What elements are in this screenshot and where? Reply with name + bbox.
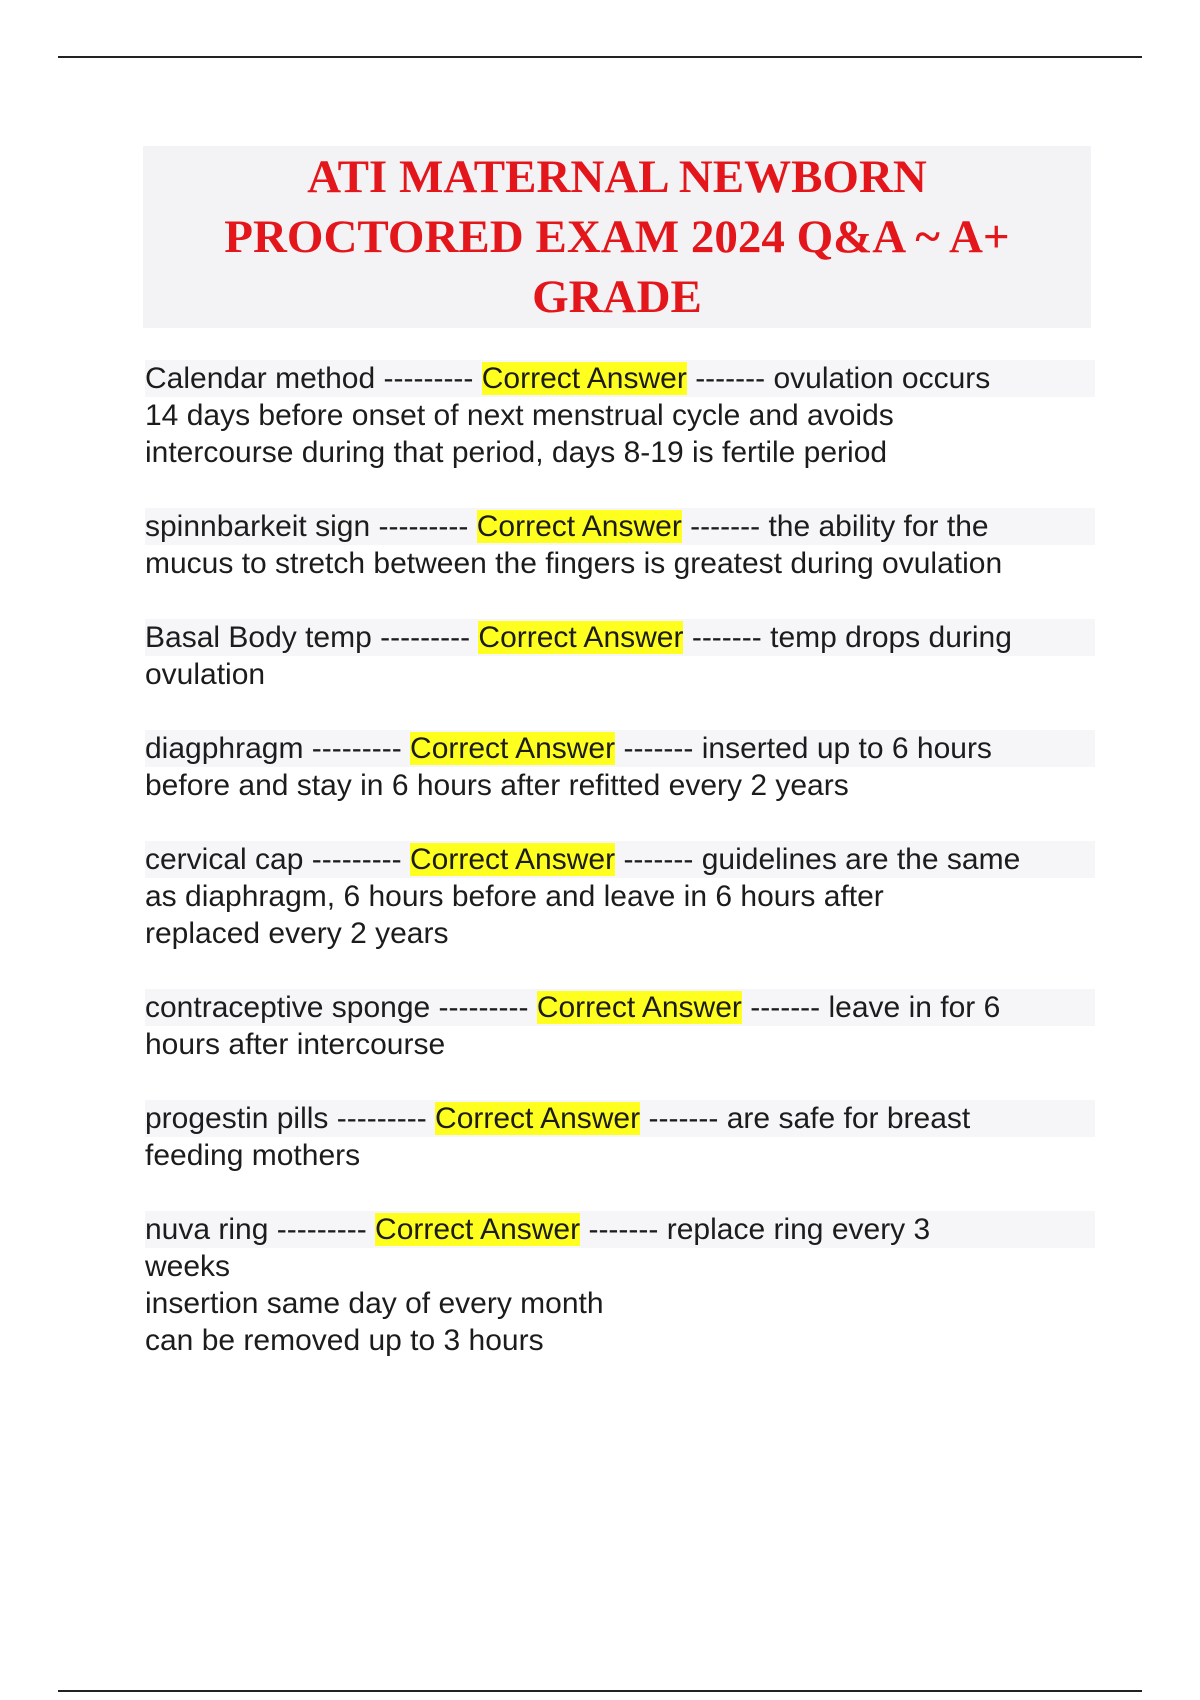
correct-answer-highlight: Correct Answer [481,362,687,395]
correct-answer-highlight: Correct Answer [410,843,616,876]
qa-separator: ------- [623,732,694,765]
qa-item [145,1211,1095,1359]
qa-separator: ------- [695,362,766,395]
qa-separator: ------- [588,1213,659,1246]
bottom-divider [58,1690,1142,1692]
qa-item [145,508,1095,582]
qa-separator: --------- [438,991,529,1024]
qa-item [145,989,1095,1063]
qa-separator: ------- [690,510,761,543]
qa-answer: leave in for 6 [828,991,1001,1024]
qa-separator: --------- [380,621,471,654]
qa-answer-line: feeding mothers [145,1139,361,1172]
correct-answer-highlight: Correct Answer [536,991,742,1024]
qa-answer: ovulation occurs [773,362,991,395]
qa-term: nuva ring [145,1213,269,1246]
qa-term: progestin pills [145,1102,329,1135]
qa-first-line [145,841,1095,878]
qa-answer: are safe for breast [726,1102,971,1135]
qa-separator: --------- [383,362,474,395]
qa-separator: ------- [623,843,694,876]
qa-item [145,730,1095,804]
qa-answer: guidelines are the same [701,843,1021,876]
qa-answer: temp drops during [770,621,1012,654]
qa-separator: --------- [311,843,402,876]
top-divider [58,56,1142,58]
qa-first-line [145,1100,1095,1137]
qa-first-line [145,619,1095,656]
qa-list [145,360,1095,1396]
qa-term: Calendar method [145,362,376,395]
correct-answer-highlight: Correct Answer [410,732,616,765]
qa-answer: inserted up to 6 hours [701,732,992,765]
qa-answer-line: intercourse during that period, days 8-19 is fertile period [145,436,888,469]
qa-answer-line: weeks [145,1250,231,1283]
correct-answer-highlight: Correct Answer [478,621,684,654]
qa-item [145,841,1095,952]
qa-item [145,360,1095,471]
qa-answer-line: 14 days before onset of next menstrual cycle and avoids [145,399,894,432]
qa-answer-line: hours after intercourse [145,1028,446,1061]
qa-first-line [145,730,1095,767]
qa-term: diagphragm [145,732,304,765]
qa-answer-line: can be removed up to 3 hours [145,1324,544,1357]
qa-answer-line: mucus to stretch between the fingers is greatest during ovulation [145,547,1003,580]
correct-answer-highlight: Correct Answer [375,1213,581,1246]
qa-item [145,619,1095,693]
qa-term: contraceptive sponge [145,991,431,1024]
qa-answer-line: ovulation [145,658,266,691]
correct-answer-highlight: Correct Answer [476,510,682,543]
qa-answer-line: insertion same day of every month [145,1287,604,1320]
qa-answer: the ability for the [768,510,989,543]
qa-term: spinnbarkeit sign [145,510,371,543]
qa-item [145,1100,1095,1174]
qa-separator: ------- [648,1102,719,1135]
qa-first-line [145,1211,1095,1248]
qa-separator: --------- [378,510,469,543]
qa-term: Basal Body temp [145,621,372,654]
qa-answer-line: before and stay in 6 hours after refitted every 2 years [145,769,849,802]
qa-separator: --------- [276,1213,367,1246]
qa-first-line [145,989,1095,1026]
qa-separator: ------- [691,621,762,654]
qa-answer-line: replaced every 2 years [145,917,449,950]
qa-separator: ------- [750,991,821,1024]
qa-first-line [145,360,1095,397]
title-banner [143,146,1091,328]
document-title: ATI MATERNAL NEWBORN PROCTORED EXAM 2024 Q&A ~ A+ GRADE [224,151,1010,323]
qa-answer-line: as diaphragm, 6 hours before and leave in 6 hours after [145,880,884,913]
qa-answer: replace ring every 3 [666,1213,931,1246]
correct-answer-highlight: Correct Answer [435,1102,641,1135]
qa-first-line [145,508,1095,545]
qa-separator: --------- [311,732,402,765]
qa-separator: --------- [336,1102,427,1135]
qa-term: cervical cap [145,843,304,876]
